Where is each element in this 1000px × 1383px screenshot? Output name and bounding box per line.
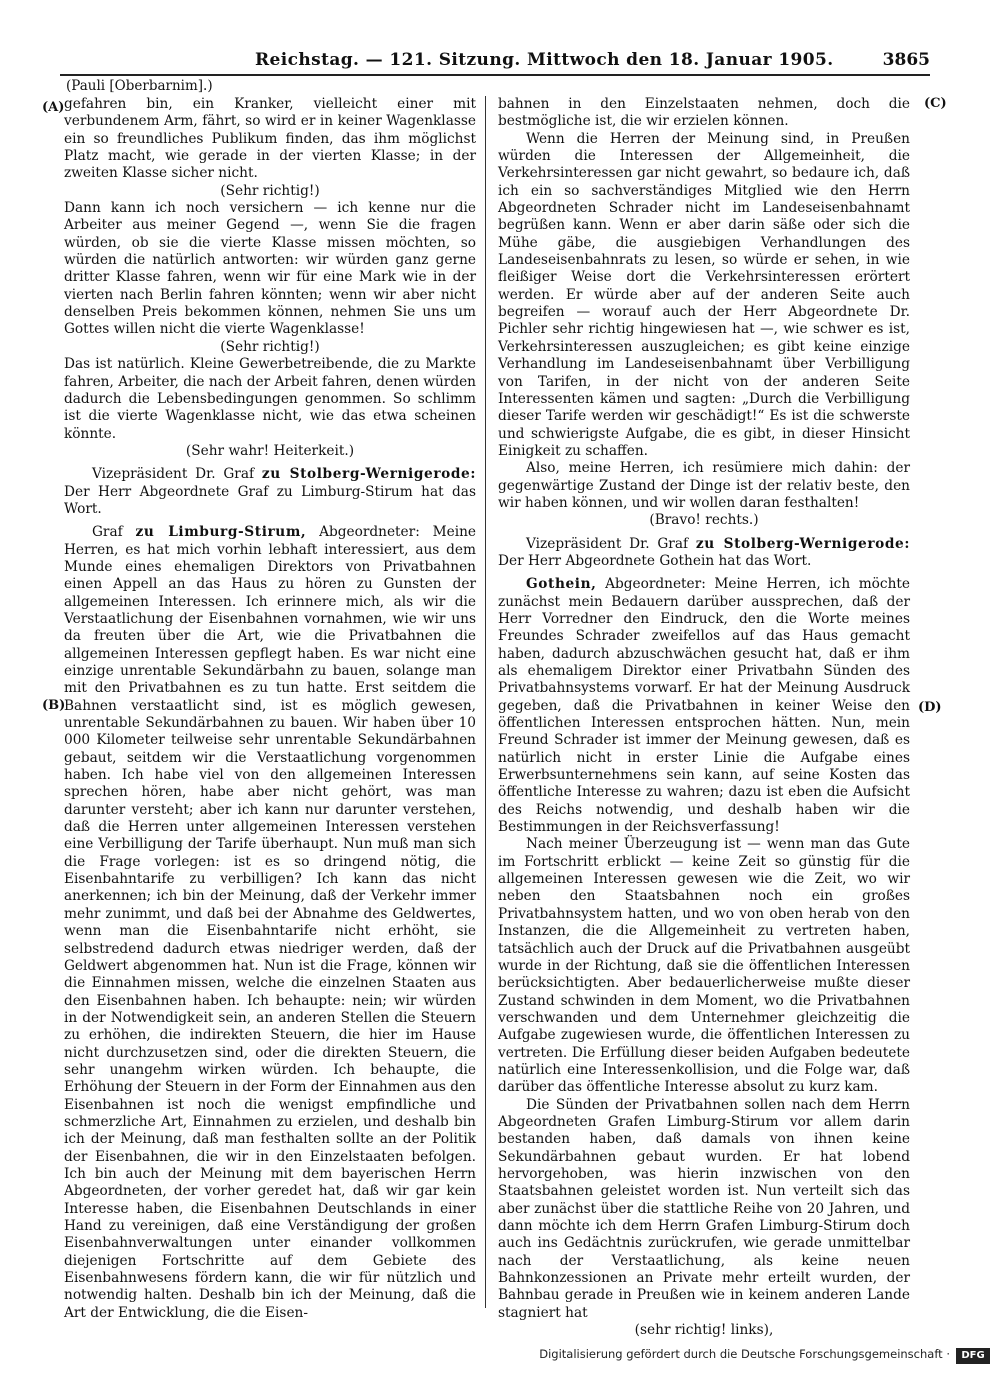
vice-president-statement bbox=[64, 466, 476, 518]
paragraph: Die Sünden der Privatbahnen sollen nach dem Herrn Abgeordneten Grafen Limburg-Stirum vor allem darin bestanden haben, daß damals von ihnen keine Sekundärbahnen gebaut wurden. Er hat lobend hervorgehoben, was hierin inzwischen von den Staatsbahnen geleistet worden ist. Nun verteilt sich das aber zunächst über die stattliche Reihe von 20 Jahren, und dann möchte ich dem Herrn Grafen Limburg-Stirum doch auch ins Gedächtnis zurückrufen, wie gerade unmittelbar nach der Verstaatlichung, als keine neuen Bahnkonzessionen an Private mehr erteilt wurden, der Bahnbau gerade in Preußen wie in keinem anderen Lande stagniert hat bbox=[498, 1096, 910, 1321]
speaker-role: Abgeordneter: bbox=[306, 524, 433, 541]
running-title: Reichstag. — 121. Sitzung. Mittwoch den 18. Januar 1905. bbox=[255, 50, 834, 70]
margin-marker-a: (A) bbox=[42, 100, 65, 115]
speaker-name: zu Limburg-Stirum, bbox=[135, 524, 307, 541]
vice-president-statement bbox=[498, 536, 910, 571]
interjection: (Sehr wahr! Heiterkeit.) bbox=[185, 442, 355, 459]
left-column bbox=[64, 96, 476, 1322]
speech-text: Meine Herren, es hat mich vorhin lebhaft interessiert, aus dem Munde eines ehemaligen Direktors von Privatbahnen einen Appell an das Haus zu hören zu Gunsten der allgemeinen Interessen. Ich erinnere mich, als wir die Verstaatlichung der Eisenbahnen vornahmen, wie wir uns da freuten über die Art, wie die Privatbahnen die allgemeinen Interessen gepflegt haben. Es war nicht eine einzige unrentable Sekundärbahn zu bauen, solange man mit den Privatbahnen es zu tun hatte. Erst seitdem die Bahnen verstaatlicht sind, ist es möglich gewesen, unrentable Sekundärbahnen zu bauen. Wir haben über 10 000 Kilometer teilweise sehr unrentable Sekundärbahnen gebaut, seitdem wir die Verstaatlichung vorgenommen haben. Ich habe viel von den allgemeinen Interessen sprechen hören, habe aber nicht gehört, was man darunter versteht; aber ich kann nur darunter verstehen, daß die Herren unter allgemeinen Interessen verstehen eine Verbilligung der Tarife überhaupt. Nun muß man sich die Frage vorlegen: ist es so dringend nötig, die Eisenbahntarife zu verbilligen? Ich kann das nicht anerkennen; ich bin der Meinung, daß der Verkehr immer mehr zunimmt, und daß bei der Abnahme des Geldwertes, wenn man die Eisenbahntarife nicht erhöht, sie selbstredend dadurch etwas niedriger werden, daß der Geldwert abgenommen hat. Nun ist die Frage, können wir die Einnahmen missen, welche die einzelnen Staaten aus den Eisenbahnen haben. Ich behaupte: nein; wir würden in der Notwendigkeit sein, an anderen Stellen die Steuern zu erhöhen, die indirekten Steuern, die hier im Hause nicht durchzusetzen sind, oder die direkten Steuern, die sehr unangehm wirken würden. Ich behaupte, die Erhöhung der Steuern in der Form der Einnahmen aus den Eisenbahnen ist noch die wenigst empfindliche und schmerzliche Art, Einnahmen zu erzielen, und deshalb bin ich der Meinung, daß man festhalten sollte an der Politik der Eisenbahnen, die wir in den Einzelstaaten befolgen. Ich bin auch der Meinung mit dem bayerischen Herrn Abgeordneten, der vorher geredet hat, daß wir gar kein Interesse haben, die Eisenbahnen Deutschlands in einer Hand zu vereinigen, daß eine Verständigung der großen Eisenbahnverwaltungen unter einander vollkommen diejenigen Fortschritte auf dem Gebiete des Eisenbahnwesens fördern kann, die wir für nützlich und notwendig halten. Deshalb bin ich der Meinung, daß die Art der Entwicklung, die die Eisen- bbox=[64, 524, 476, 1321]
interjection: (Bravo! rechts.) bbox=[649, 512, 759, 529]
speech-limburg-stirum bbox=[64, 524, 476, 1322]
margin-marker-c: (C) bbox=[924, 96, 947, 111]
speaker-role: Abgeordneter: bbox=[596, 576, 715, 593]
paragraph: Also, meine Herren, ich resümiere mich dahin: der gegenwärtige Zustand der Dinge ist der relativ beste, den wir haben können, und wir wollen daran festhalten! bbox=[498, 460, 910, 511]
paragraph: Das ist natürlich. Kleine Gewerbetreibende, die zu Markte fahren, Arbeiter, die nach der Arbeit fahren, denen würden dadurch die Lebensbedingungen genommen. So schlimm ist die vierte Wagenklasse nicht, wie das etwa scheinen könnte. bbox=[64, 356, 476, 442]
page-header bbox=[60, 48, 930, 74]
right-column bbox=[498, 96, 910, 1339]
speaker-name: Gothein, bbox=[526, 576, 597, 593]
paragraph: Dann kann ich noch versichern — ich kenne nur die Arbeiter aus meiner Gegend —, wenn Sie die fragen würden, ob sie die vierte Klasse missen möchten, so würden die natürlich antworten: wir würden ganz gerne dritter Klasse fahren, wenn wir für eine Mark wie in der vierten nach Berlin fahren könnten; wenn wir aber nicht denselben Preis bekommen können, nehmen Sie uns um Gottes willen nicht die vierte Wagenklasse! bbox=[64, 200, 476, 338]
paragraph: Wenn die Herren der Meinung sind, in Preußen würden die Interessen der Allgemeinheit, die Verkehrsinteressen gar nicht gewahrt, so bedaure ich, daß ich ein so sachverständiges Mitglied wie den Herrn Abgeordneten Schrader nicht im Landeseisenbahnamt begrüßen kann. Wenn er aber darin säße oder sich die Mühe gäbe, die ausgiebigen Verhandlungen des Landeseisenbahnrats zu lesen, so würde er sehen, in wie fleißiger Weise dort die Verkehrsinteressen erörtert werden. Er würde aber auf der anderen Seite auch begreifen — worauf auch der Herr Abgeordnete Dr. Pichler sehr richtig hingewiesen hat —, wie schwer es ist, Verkehrsinteressen auszugleichen; es gibt keine einzige Verhandlung im Landeseisenbahnamt über Verbilligung von Tarifen, in der nicht von der anderen Seite Interessenten kämen und sagten: „Durch die Verbilligung dieser Tarife werden wir geschädigt!“ Es ist die schwerste und schwierigste Aufgabe, die es gibt, in dieser Hinsicht Einigkeit zu schaffen. bbox=[498, 130, 910, 459]
statement-text: Der Herr Abgeordnete Gothein hat das Wort. bbox=[498, 552, 812, 569]
column-separator bbox=[485, 96, 486, 1308]
speech-gothein bbox=[498, 576, 910, 836]
interjection: (Sehr richtig!) bbox=[220, 338, 320, 355]
paragraph: bahnen in den Einzelstaaten nehmen, doch die bestmögliche ist, die wir erzielen können. bbox=[498, 96, 910, 130]
speaker-intro: Vizepräsident Dr. Graf bbox=[92, 466, 262, 483]
interjection: (sehr richtig! links), bbox=[634, 1322, 774, 1339]
digitization-notice: Digitalisierung gefördert durch die Deutsche Forschungsgemeinschaft · bbox=[539, 1347, 950, 1361]
paragraph: Nach meiner Überzeugung ist — wenn man das Gute im Fortschritt erblickt — keine Zeit so günstig für die allgemeinen Interessen gewesen wie die Zeit, wo wir neben den Staatsbahnen noch ein großes Privatbahnsystem hatten, und wo von oben herab von den Instanzen, die die Allgemeinheit zu vertreten haben, tatsächlich auch der Druck auf die Privatbahnen ausgeübt wurde in der Richtung, daß sie die öffentlichen Interessen berücksichtigten. Aber bedauerlicherweise mußte dieser Zustand schwinden in dem Moment, wo die Privatbahnen verschwanden und dem Unternehmer gleichzeitig die Aufgabe zugewiesen wurde, die öffentlichen Interessen zu vertreten. Die Erfüllung dieser beiden Aufgaben bedeutete natürlich eine Interessenkollision, und die Folge war, daß darüber das öffentliche Interesse absolut zu kurz kam. bbox=[498, 836, 910, 1096]
speaker-name: zu Stolberg-Wernigerode: bbox=[261, 466, 477, 483]
dfg-logo: DFG bbox=[956, 1348, 990, 1364]
statement-text: Der Herr Abgeordnete Graf zu Limburg-Stirum hat das Wort. bbox=[64, 483, 476, 517]
speaker-intro: Vizepräsident Dr. Graf bbox=[526, 535, 696, 552]
speech-text: Meine Herren, ich möchte zunächst mein Bedauern darüber aussprechen, daß der Herr Vorredner den Eindruck, den die Worte meines Freundes Schrader zweifellos auf das Haus gemacht haben, dadurch abzuschwächen gesucht hat, daß er ihm als ehemaligem Direktor einer Privatbahn Sünden des Privatbahnsystems vorwarf. Er hat der Meinung Ausdruck gegeben, daß die Privatbahnen in keiner Weise den öffentlichen Interessen entsprochen hätten. Nun, mein Freund Schrader ist immer der Meinung gewesen, daß es natürlich nicht in erster Linie die Aufgabe eines Erwerbsunternehmens sein kann, auf seine Kosten das öffentliche Interesse zu wahren; dazu ist eben die Aufsicht des Reichs notwendig, und deshalb haben wir die Bestimmungen in der Reichsverfassung! bbox=[498, 576, 910, 836]
paragraph: gefahren bin, ein Kranker, vielleicht einer mit verbundenem Arm, fährt, so wird er in keiner Wagenklasse ein so freundliches Publikum finden, das ihm möglichst Platz macht, wie gerade in der vierten Klasse; in der zweiten Klasse sicher nicht. bbox=[64, 96, 476, 182]
margin-marker-b: (B) bbox=[42, 698, 66, 713]
header-rule bbox=[60, 74, 930, 76]
speaker-intro: Graf bbox=[92, 524, 136, 541]
margin-marker-d: (D) bbox=[918, 700, 942, 715]
speaker-reference: (Pauli [Oberbarnim].) bbox=[66, 78, 213, 94]
interjection: (Sehr richtig!) bbox=[220, 182, 320, 199]
page-number: 3865 bbox=[882, 50, 930, 70]
speaker-name: zu Stolberg-Wernigerode: bbox=[695, 535, 911, 552]
